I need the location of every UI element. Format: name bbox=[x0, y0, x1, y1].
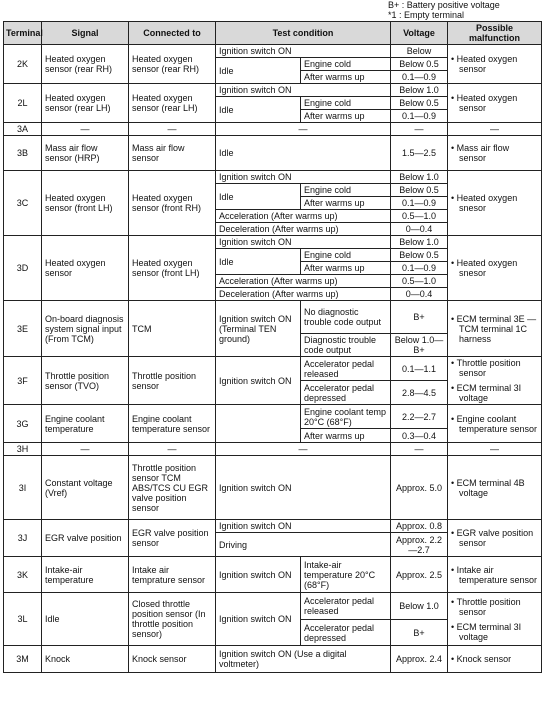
signal-cell: Heated oxygen sensor (front LH) bbox=[42, 171, 129, 236]
malfunction-cell bbox=[448, 557, 542, 593]
voltage-cell: 2.8—4.5 bbox=[391, 381, 448, 405]
voltage-cell: Approx. 2.4 bbox=[391, 646, 448, 673]
malfunction-cell bbox=[448, 301, 542, 357]
terminal-cell: 3I bbox=[4, 456, 42, 520]
table-row bbox=[4, 136, 542, 171]
signal-cell: EGR valve position bbox=[42, 520, 129, 557]
condition-cell: Idle bbox=[216, 97, 301, 123]
table-row bbox=[4, 123, 542, 136]
header-connected-to: Connected to bbox=[129, 22, 216, 45]
connected-cell: Heated oxygen sensor (front LH) bbox=[129, 236, 216, 301]
voltage-cell: 0.3—0.4 bbox=[391, 429, 448, 443]
condition-cell: — bbox=[216, 123, 391, 136]
connected-cell: TCM bbox=[129, 301, 216, 357]
condition-cell: Deceleration (After warms up) bbox=[216, 223, 391, 236]
table-row bbox=[4, 405, 542, 429]
terminal-cell: 3G bbox=[4, 405, 42, 443]
condition-cell: Ignition switch ON bbox=[216, 236, 391, 249]
connected-cell: Knock sensor bbox=[129, 646, 216, 673]
voltage-cell: 0.5—1.0 bbox=[391, 210, 448, 223]
condition-cell: Ignition switch ON bbox=[216, 357, 301, 405]
table-row bbox=[4, 557, 542, 593]
connected-cell: Throttle position sensor TCM ABS/TCS CU EGR valve position sensor bbox=[129, 456, 216, 520]
malfunction-item: • ECM terminal 4B voltage bbox=[451, 478, 538, 498]
signal-cell: Idle bbox=[42, 593, 129, 646]
voltage-cell: B+ bbox=[391, 620, 448, 646]
terminal-cell: 3C bbox=[4, 171, 42, 236]
condition-cell bbox=[216, 405, 301, 443]
condition-cell: Engine coolant temp 20°C (68°F) bbox=[301, 405, 391, 429]
malfunction-item: • EGR valve position sensor bbox=[451, 528, 538, 548]
voltage-cell: Approx. 5.0 bbox=[391, 456, 448, 520]
terminal-cell: 3M bbox=[4, 646, 42, 673]
connected-cell: Mass air flow sensor bbox=[129, 136, 216, 171]
malfunction-cell bbox=[448, 45, 542, 84]
condition-cell: Ignition switch ON (Use a digital voltmeter) bbox=[216, 646, 391, 673]
voltage-cell: Below 1.0—B+ bbox=[391, 334, 448, 357]
table-row bbox=[4, 357, 542, 381]
voltage-cell: 0—0.4 bbox=[391, 223, 448, 236]
malfunction-item: • Heated oxygen sensor bbox=[451, 93, 538, 113]
malfunction-item: • Heated oxygen snesor bbox=[451, 258, 538, 278]
malfunction-cell: — bbox=[448, 123, 542, 136]
malfunction-item: • Heated oxygen snesor bbox=[451, 193, 538, 213]
terminal-cell: 3F bbox=[4, 357, 42, 405]
malfunction-item: • Throttle position sensor bbox=[451, 597, 538, 617]
voltage-cell: Below 0.5 bbox=[391, 58, 448, 71]
table-row bbox=[4, 456, 542, 520]
condition-cell: Engine cold bbox=[301, 97, 391, 110]
terminal-cell: 3E bbox=[4, 301, 42, 357]
table-row bbox=[4, 443, 542, 456]
condition-cell: Idle bbox=[216, 184, 301, 210]
condition-cell: Ignition switch ON bbox=[216, 520, 391, 533]
signal-cell: Constant voltage (Vref) bbox=[42, 456, 129, 520]
voltage-cell: Below 1.0 bbox=[391, 593, 448, 620]
voltage-cell: Approx. 2.2—2.7 bbox=[391, 533, 448, 557]
voltage-cell: 0.1—0.9 bbox=[391, 71, 448, 84]
signal-cell: Throttle position sensor (TVO) bbox=[42, 357, 129, 405]
terminal-cell: 2K bbox=[4, 45, 42, 84]
condition-cell: Ignition switch ON bbox=[216, 557, 301, 593]
connected-cell: Closed throttle position sensor (In throttle position sensor) bbox=[129, 593, 216, 646]
voltage-cell: Below 1.0 bbox=[391, 236, 448, 249]
signal-cell: On-board diagnosis system signal input (From TCM) bbox=[42, 301, 129, 357]
voltage-cell: Below 0.5 bbox=[391, 249, 448, 262]
connected-cell: — bbox=[129, 123, 216, 136]
malfunction-cell bbox=[448, 456, 542, 520]
voltage-cell: Approx. 0.8 bbox=[391, 520, 448, 533]
signal-cell: Heated oxygen sensor (rear LH) bbox=[42, 84, 129, 123]
condition-cell: Idle bbox=[216, 249, 301, 275]
malfunction-item: • Throttle position sensor bbox=[451, 358, 538, 378]
malfunction-cell bbox=[448, 357, 542, 405]
condition-cell: Ignition switch ON bbox=[216, 45, 391, 58]
signal-cell: Knock bbox=[42, 646, 129, 673]
condition-cell: Acceleration (After warms up) bbox=[216, 210, 391, 223]
table-row bbox=[4, 84, 542, 97]
signal-cell: Heated oxygen sensor bbox=[42, 236, 129, 301]
condition-cell: Accelerator pedal depressed bbox=[301, 381, 391, 405]
header-test-condition: Test condition bbox=[216, 22, 391, 45]
table-header-row bbox=[4, 22, 542, 45]
table-row bbox=[4, 520, 542, 533]
voltage-cell: 0—0.4 bbox=[391, 288, 448, 301]
terminal-cell: 2L bbox=[4, 84, 42, 123]
condition-cell: Acceleration (After warms up) bbox=[216, 275, 391, 288]
voltage-cell: 0.1—1.1 bbox=[391, 357, 448, 381]
malfunction-item: • Intake air temperature sensor bbox=[451, 565, 538, 585]
condition-cell: Accelerator pedal released bbox=[301, 357, 391, 381]
malfunction-cell bbox=[448, 405, 542, 443]
terminal-cell: 3D bbox=[4, 236, 42, 301]
table-row bbox=[4, 301, 542, 334]
connected-cell: Heated oxygen sensor (front RH) bbox=[129, 171, 216, 236]
voltage-cell: B+ bbox=[391, 301, 448, 334]
condition-cell: Engine cold bbox=[301, 249, 391, 262]
terminal-cell: 3B bbox=[4, 136, 42, 171]
table-row bbox=[4, 171, 542, 184]
connected-cell: Engine coolant temperature sensor bbox=[129, 405, 216, 443]
malfunction-cell bbox=[448, 236, 542, 301]
header-possible-malfunction: Possible malfunction bbox=[448, 22, 542, 45]
condition-cell: After warms up bbox=[301, 110, 391, 123]
condition-cell: Engine cold bbox=[301, 184, 391, 197]
connected-cell: Heated oxygen sensor (rear RH) bbox=[129, 45, 216, 84]
signal-cell: — bbox=[42, 123, 129, 136]
condition-cell: Ignition switch ON bbox=[216, 456, 391, 520]
connected-cell: EGR valve position sensor bbox=[129, 520, 216, 557]
malfunction-cell: — bbox=[448, 443, 542, 456]
header-terminal: Terminal bbox=[4, 22, 42, 45]
table-row bbox=[4, 45, 542, 58]
table-row bbox=[4, 593, 542, 620]
voltage-cell: 1.5—2.5 bbox=[391, 136, 448, 171]
malfunction-cell bbox=[448, 646, 542, 673]
condition-cell: — bbox=[216, 443, 391, 456]
legend-notes bbox=[388, 0, 538, 20]
voltage-cell: 0.1—0.9 bbox=[391, 197, 448, 210]
terminal-cell: 3H bbox=[4, 443, 42, 456]
connected-cell: — bbox=[129, 443, 216, 456]
voltage-cell: 2.2—2.7 bbox=[391, 405, 448, 429]
signal-cell: Intake-air temperature bbox=[42, 557, 129, 593]
malfunction-cell bbox=[448, 593, 542, 646]
malfunction-item: • Knock sensor bbox=[451, 654, 538, 664]
terminal-cell: 3K bbox=[4, 557, 42, 593]
voltage-cell: 0.5—1.0 bbox=[391, 275, 448, 288]
condition-cell: Idle bbox=[216, 58, 301, 84]
voltage-cell: 0.1—0.9 bbox=[391, 110, 448, 123]
condition-cell: Diagnostic trouble code output bbox=[301, 334, 391, 357]
condition-cell: After warms up bbox=[301, 71, 391, 84]
condition-cell: Intake-air temperature 20°C (68°F) bbox=[301, 557, 391, 593]
malfunction-item: • Engine coolant temperature sensor bbox=[451, 414, 538, 434]
malfunction-cell bbox=[448, 136, 542, 171]
malfunction-item: • Mass air flow sensor bbox=[451, 143, 538, 163]
condition-cell: Ignition switch ON bbox=[216, 171, 391, 184]
voltage-cell: 0.1—0.9 bbox=[391, 262, 448, 275]
voltage-cell: Below 1.0 bbox=[391, 171, 448, 184]
malfunction-item: • ECM terminal 3I voltage bbox=[451, 383, 538, 403]
connected-cell: Heated oxygen sensor (rear LH) bbox=[129, 84, 216, 123]
condition-cell: Accelerator pedal released bbox=[301, 593, 391, 620]
voltage-cell: Below 0.5 bbox=[391, 97, 448, 110]
condition-cell: Idle bbox=[216, 136, 391, 171]
voltage-cell: Below 1.0 bbox=[391, 84, 448, 97]
malfunction-cell bbox=[448, 84, 542, 123]
malfunction-cell bbox=[448, 520, 542, 557]
terminal-cell: 3J bbox=[4, 520, 42, 557]
condition-cell: No diagnostic trouble code output bbox=[301, 301, 391, 334]
condition-cell: After warms up bbox=[301, 262, 391, 275]
voltage-cell: Approx. 2.5 bbox=[391, 557, 448, 593]
condition-cell: Ignition switch ON bbox=[216, 593, 301, 646]
voltage-cell: Below bbox=[391, 45, 448, 58]
condition-cell: After warms up bbox=[301, 197, 391, 210]
terminal-cell: 3L bbox=[4, 593, 42, 646]
signal-cell: Heated oxygen sensor (rear RH) bbox=[42, 45, 129, 84]
connected-cell: Intake air temprature sensor bbox=[129, 557, 216, 593]
malfunction-item: • ECM terminal 3E — TCM terminal 1C harness bbox=[451, 314, 538, 344]
voltage-cell: — bbox=[391, 443, 448, 456]
condition-cell: Engine cold bbox=[301, 58, 391, 71]
malfunction-cell bbox=[448, 171, 542, 236]
condition-cell: Driving bbox=[216, 533, 391, 557]
header-signal: Signal bbox=[42, 22, 129, 45]
terminal-cell: 3A bbox=[4, 123, 42, 136]
condition-cell: Ignition switch ON (Terminal TEN ground) bbox=[216, 301, 301, 357]
condition-cell: Ignition switch ON bbox=[216, 84, 391, 97]
condition-cell: Accelerator pedal depressed bbox=[301, 620, 391, 646]
terminal-table bbox=[3, 21, 542, 673]
signal-cell: Engine coolant temperature bbox=[42, 405, 129, 443]
note-battery: B+ : Battery positive voltage bbox=[388, 0, 500, 10]
table-row bbox=[4, 236, 542, 249]
table-row bbox=[4, 646, 542, 673]
malfunction-item: • Heated oxygen sensor bbox=[451, 54, 538, 74]
header-voltage: Voltage bbox=[391, 22, 448, 45]
signal-cell: — bbox=[42, 443, 129, 456]
signal-cell: Mass air flow sensor (HRP) bbox=[42, 136, 129, 171]
condition-cell: After warms up bbox=[301, 429, 391, 443]
condition-cell: Deceleration (After warms up) bbox=[216, 288, 391, 301]
malfunction-item: • ECM terminal 3I voltage bbox=[451, 622, 538, 642]
voltage-cell: — bbox=[391, 123, 448, 136]
note-empty-terminal: *1 : Empty terminal bbox=[388, 10, 465, 20]
connected-cell: Throttle position sensor bbox=[129, 357, 216, 405]
voltage-cell: Below 0.5 bbox=[391, 184, 448, 197]
